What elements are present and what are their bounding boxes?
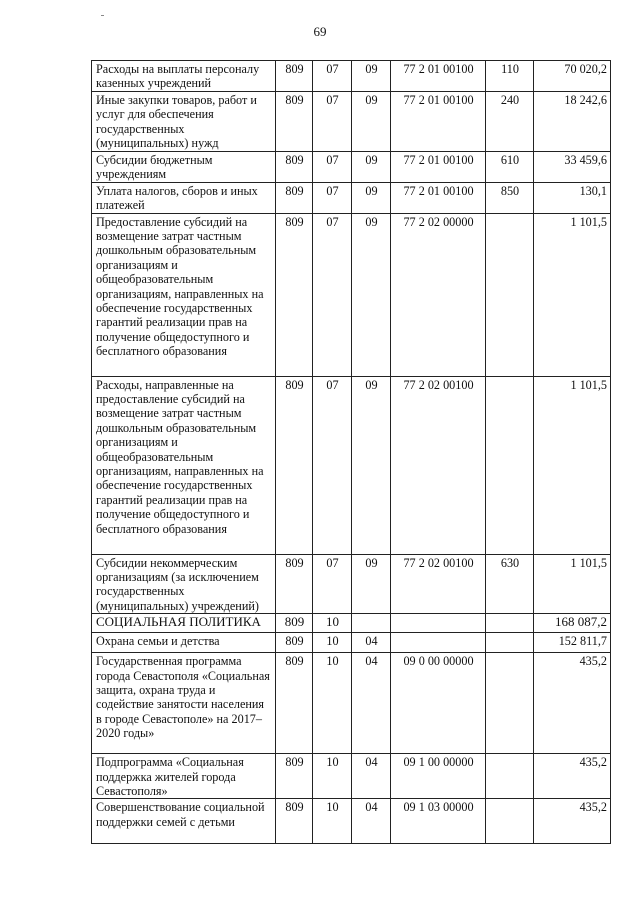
cell-amount: 70 020,2 [534, 61, 611, 92]
cell-amount: 435,2 [534, 754, 611, 799]
cell-expense-type: 630 [486, 554, 534, 614]
cell-ved: 809 [276, 152, 313, 183]
table-row [92, 754, 611, 799]
cell-subsection: 09 [352, 376, 391, 554]
table-row [92, 633, 611, 653]
cell-amount: 18 242,6 [534, 92, 611, 152]
cell-section: 07 [313, 213, 352, 376]
cell-target-code: 77 2 01 00100 [391, 182, 486, 213]
budget-table [91, 60, 611, 844]
table-row [92, 653, 611, 754]
cell-target-code: 77 2 01 00100 [391, 152, 486, 183]
cell-ved: 809 [276, 653, 313, 754]
cell-ved: 809 [276, 182, 313, 213]
cell-subsection: 09 [352, 152, 391, 183]
cell-section: 10 [313, 799, 352, 844]
cell-name: Расходы, направленные на предоставление субсидий на возмещение затрат частным дошкольным образовательным организациям и общеобразовательным организациям, направленных на обеспечение государственных гарантий реализации прав на получение общедоступного и бесплатного образования [92, 376, 276, 554]
table-row [92, 152, 611, 183]
table-row [92, 376, 611, 554]
cell-amount: 435,2 [534, 653, 611, 754]
cell-expense-type: 850 [486, 182, 534, 213]
cell-section: 10 [313, 633, 352, 653]
cell-subsection: 04 [352, 754, 391, 799]
cell-subsection: 04 [352, 799, 391, 844]
cell-target-code: 77 2 01 00100 [391, 61, 486, 92]
cell-target-code: 09 1 00 00000 [391, 754, 486, 799]
cell-amount: 130,1 [534, 182, 611, 213]
cell-target-code [391, 633, 486, 653]
cell-expense-type [486, 799, 534, 844]
cell-subsection: 09 [352, 554, 391, 614]
cell-target-code: 09 0 00 00000 [391, 653, 486, 754]
cell-target-code [391, 614, 486, 633]
cell-name: Расходы на выплаты персоналу казенных учреждений [92, 61, 276, 92]
cell-name: Государственная программа города Севастополя «Социальная защита, охрана труда и содействие занятости населения в городе Севастополе» на 2017–2020 годы» [92, 653, 276, 754]
cell-section: 07 [313, 554, 352, 614]
cell-subsection: 09 [352, 182, 391, 213]
cell-expense-type [486, 213, 534, 376]
cell-ved: 809 [276, 633, 313, 653]
cell-section: 07 [313, 92, 352, 152]
table-row [92, 92, 611, 152]
table-row [92, 799, 611, 844]
cell-subsection: 04 [352, 633, 391, 653]
table-row [92, 213, 611, 376]
cell-ved: 809 [276, 92, 313, 152]
page-number: 69 [313, 24, 327, 39]
cell-section: 07 [313, 61, 352, 92]
cell-amount: 152 811,7 [534, 633, 611, 653]
cell-section: 10 [313, 614, 352, 633]
cell-expense-type [486, 376, 534, 554]
cell-subsection [352, 614, 391, 633]
cell-ved: 809 [276, 376, 313, 554]
cell-amount: 435,2 [534, 799, 611, 844]
cell-name: Субсидии бюджетным учреждениям [92, 152, 276, 183]
cell-target-code: 09 1 03 00000 [391, 799, 486, 844]
cell-name: Подпрограмма «Социальная поддержка жителей города Севастополя» [92, 754, 276, 799]
cell-target-code: 77 2 02 00100 [391, 376, 486, 554]
table-row [92, 554, 611, 614]
cell-name: Совершенствование социальной поддержки семей с детьми [92, 799, 276, 844]
table-row [92, 182, 611, 213]
cell-expense-type: 610 [486, 152, 534, 183]
cell-target-code: 77 2 02 00000 [391, 213, 486, 376]
cell-expense-type: 240 [486, 92, 534, 152]
cell-amount: 1 101,5 [534, 554, 611, 614]
cell-subsection: 09 [352, 61, 391, 92]
cell-subsection: 09 [352, 92, 391, 152]
cell-section: 07 [313, 152, 352, 183]
cell-subsection: 04 [352, 653, 391, 754]
cell-target-code: 77 2 02 00100 [391, 554, 486, 614]
table-row [92, 61, 611, 92]
cell-ved: 809 [276, 799, 313, 844]
cell-section: 10 [313, 653, 352, 754]
cell-section: 07 [313, 182, 352, 213]
cell-expense-type [486, 653, 534, 754]
cell-name: СОЦИАЛЬНАЯ ПОЛИТИКА [92, 614, 276, 633]
cell-expense-type [486, 633, 534, 653]
cell-name: Иные закупки товаров, работ и услуг для обеспечения государственных (муниципальных) нужд [92, 92, 276, 152]
cell-ved: 809 [276, 614, 313, 633]
cell-amount: 1 101,5 [534, 376, 611, 554]
cell-expense-type [486, 614, 534, 633]
cell-section: 07 [313, 376, 352, 554]
cell-amount: 33 459,6 [534, 152, 611, 183]
cell-ved: 809 [276, 61, 313, 92]
cell-target-code: 77 2 01 00100 [391, 92, 486, 152]
scan-speck [101, 15, 104, 16]
cell-name: Предоставление субсидий на возмещение затрат частным дошкольным образовательным организациям и общеобразовательным организациям, направленных на обеспечение государственных гарантий реализации прав на получение общедоступного и бесплатного образования [92, 213, 276, 376]
cell-section: 10 [313, 754, 352, 799]
cell-name: Уплата налогов, сборов и иных платежей [92, 182, 276, 213]
cell-expense-type [486, 754, 534, 799]
cell-amount: 1 101,5 [534, 213, 611, 376]
cell-subsection: 09 [352, 213, 391, 376]
cell-name: Охрана семьи и детства [92, 633, 276, 653]
cell-ved: 809 [276, 213, 313, 376]
cell-name: Субсидии некоммерческим организациям (за исключением государственных (муниципальных) учреждений) [92, 554, 276, 614]
cell-ved: 809 [276, 754, 313, 799]
table-row [92, 614, 611, 633]
cell-amount: 168 087,2 [534, 614, 611, 633]
cell-expense-type: 110 [486, 61, 534, 92]
cell-ved: 809 [276, 554, 313, 614]
